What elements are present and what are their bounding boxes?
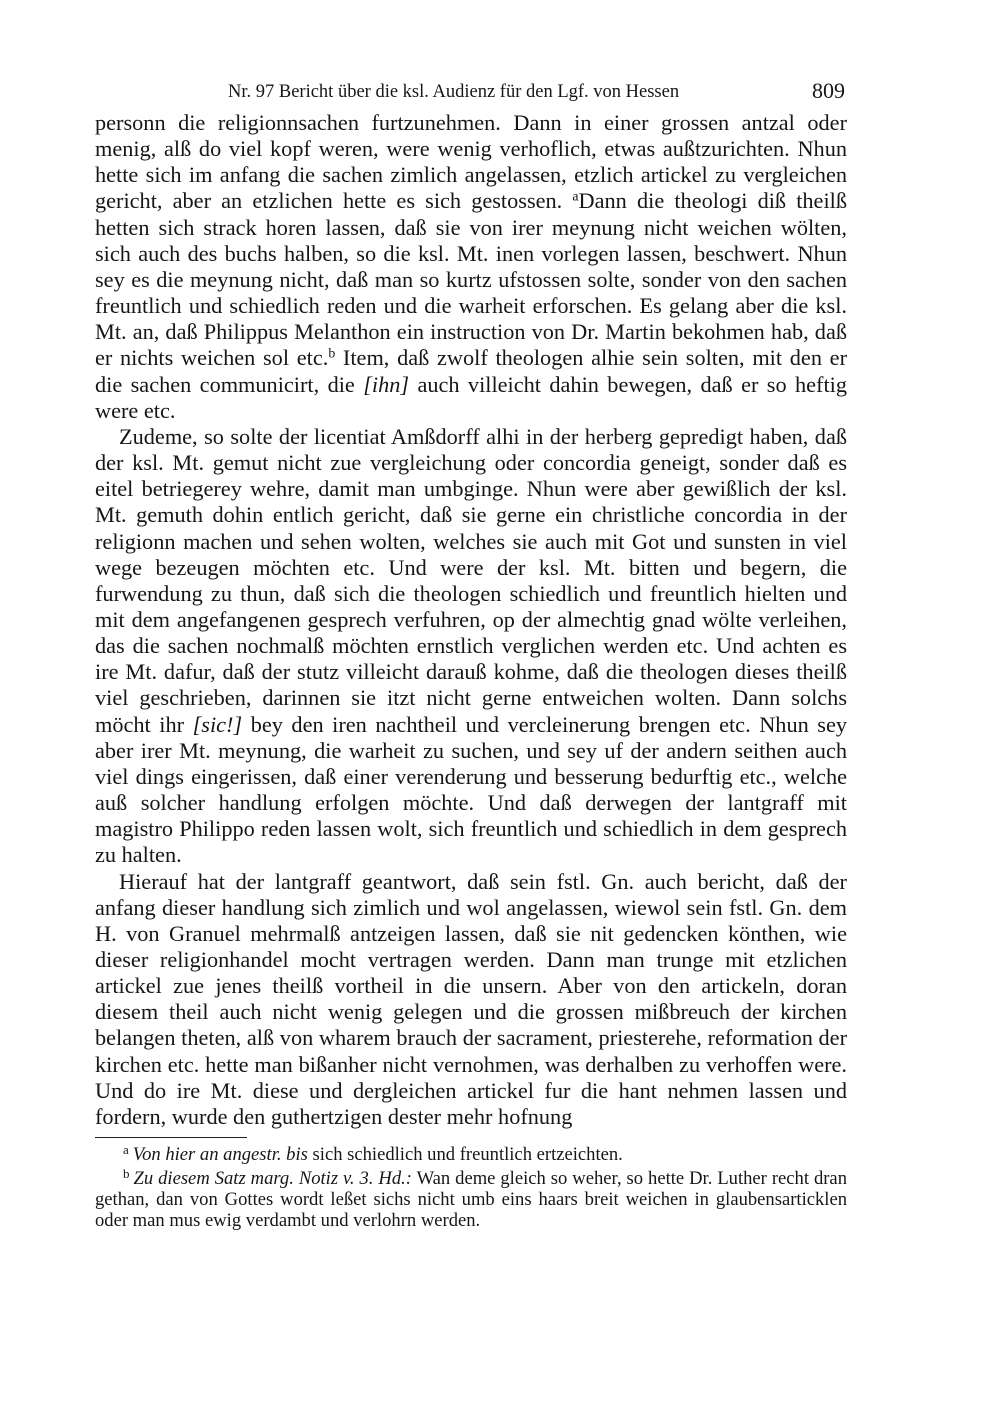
footnote-ref-b: b [328,345,336,361]
paragraph-1-text-2: Dann die theologi diß theilß hetten sich strack horen lassen, daß sie von irer meynung nicht weichen wölten, sich auch des buchs halben, so die ksl. Mt. inen vorlegen lassen, beschwert. Nhun sey es die meynung nicht, daß man so kurtz ufstossen solte, sonder von den sachen freuntlich und schiedlich reden und die warheit erforschen. Es gelang aber die ksl. Mt. an, daß Philippus Melanthon ein instruction von Dr. Martin bekohmen hab, daß er nichts weichen sol etc. [95,188,847,371]
footnote-b [95,1168,847,1231]
editorial-note-sic: [sic!] [192,711,243,737]
footnote-a [95,1144,847,1165]
paragraph-1-text-1: personn die religionnsachen furtzunehmen. Dann in einer grossen antzal oder menig, alß do viel kopf weren, were wenig verhoflich, etwas außtzurichten. Nhun hette sich im anfang die sachen zimlich angelassen, etzlich artickel zu vergleichen gericht, aber an etzlichen hette es sich gestossen. [95,110,847,214]
paragraph-3 [95,869,847,1131]
page-number: 809 [812,78,845,103]
paragraph-2-text-2: bey den iren nachtheil und vercleinerung brengen etc. Nhun sey aber irer Mt. meynung, die warheit zu suchen, und sey uf der andern seithen auch viel dings eingerissen, daß einer verenderung und besserung bedurftig etc., welche auß solcher handlung erfolgen möchte. Und daß derwegen der lantgraff mit magistro Philippo reden lassen wolt, sich freuntlich und schiedlich in dem gesprech zu halten. [95,711,847,868]
paragraph-3-text-1: Hierauf hat der lantgraff geantwort, daß sein fstl. Gn. auch bericht, daß der anfang dieser handlung sich zimlich und wol angelassen, wiewol sein fstl. Gn. dem H. von Granuel mehrmalß antzeigen lassen, daß sie nit gedencken könthen, wie dieser religionhandel mocht vertragen werden. Dann man trunge mit etzlichen artickel zue jenes theilß vortheil in die unsern. Aber von den artickeln, doran diesem theil auch nicht wenig gelegen und die grossen mißbreuch der kirchen belangen theten, alß von wharem brauch der sacrament, priesterehe, reformation der kirchen etc. hette man bißanher nicht vernohmen, was derhalben zu verhoffen were. Und do ire Mt. diese und dergleichen artickel fur die hant nehmen lassen und fordern, wurde den guthertzigen dester mehr hofnung [95,868,847,1129]
document-page [95,78,847,1231]
footnote-ref-a: a [572,188,579,204]
footnote-b-mark: b [123,1166,130,1182]
footnote-a-italic: Von hier an angestr. bis [132,1144,308,1166]
body-text [95,110,847,1130]
footnote-b-text: Wan deme gleich so weher, so hette Dr. Luther recht dran gethan, dan von Gottes wordt leßet sichs nicht umb eins haars breit weichen in glaubensarticklen oder man mus ewig verdambt und verlohrn werden. [95,1168,847,1232]
footnote-divider [95,1137,247,1138]
paragraph-1 [95,110,847,424]
editorial-insertion-ihn: [ihn] [363,371,410,397]
footnote-a-mark: a [123,1142,129,1158]
paragraph-1-text-3: Item, daß zwolf theologen alhie sein solten, mit den er die sachen communicirt, die [95,345,848,397]
footnotes [95,1144,847,1231]
paragraph-2 [95,424,847,869]
paragraph-2-text-1: Zudeme, so solte der licentiat Amßdorff alhi in der herberg gepredigt haben, daß der ksl. Mt. gemut nicht zue vergleichung oder concordia geneigt, sonder daß es eitel betriegerey wehre, damit man umbginge. Nhun were aber gewißlich der ksl. Mt. gemuth dohin entlich gericht, daß sie gerne ein christliche concordia in der religionn machen und sehen wolten, welches sie auch mit Got und sunsten in viel wege bezeugen möchten etc. Und were der ksl. Mt. bitten und begern, die furwendung zu thun, daß sich die theologen schiedlich und freuntlich hielten und mit dem angefangenen gesprech verfuhren, op der almechtig gnad wölte verleihen, das die sachen nochmalß möchten ernstlich verglichen werden etc. Und achten es ire Mt. dafur, daß der stutz villeicht darauß kohme, daß die theologen dieses theilß viel geschrieben, darinnen sie itzt nicht gerne entweichen wolten. Dann solchs möcht ihr [95,423,847,737]
running-header [95,78,847,112]
footnote-b-italic: Zu diesem Satz marg. Notiz v. 3. Hd.: [133,1168,412,1190]
paragraph-1-text-4: auch villeicht dahin bewegen, daß er so heftig were etc. [95,371,847,423]
running-title: Nr. 97 Bericht über die ksl. Audienz für den Lgf. von Hessen [228,82,680,102]
footnote-a-text: sich schiedlich und freuntlich ertzeichten. [307,1144,623,1166]
